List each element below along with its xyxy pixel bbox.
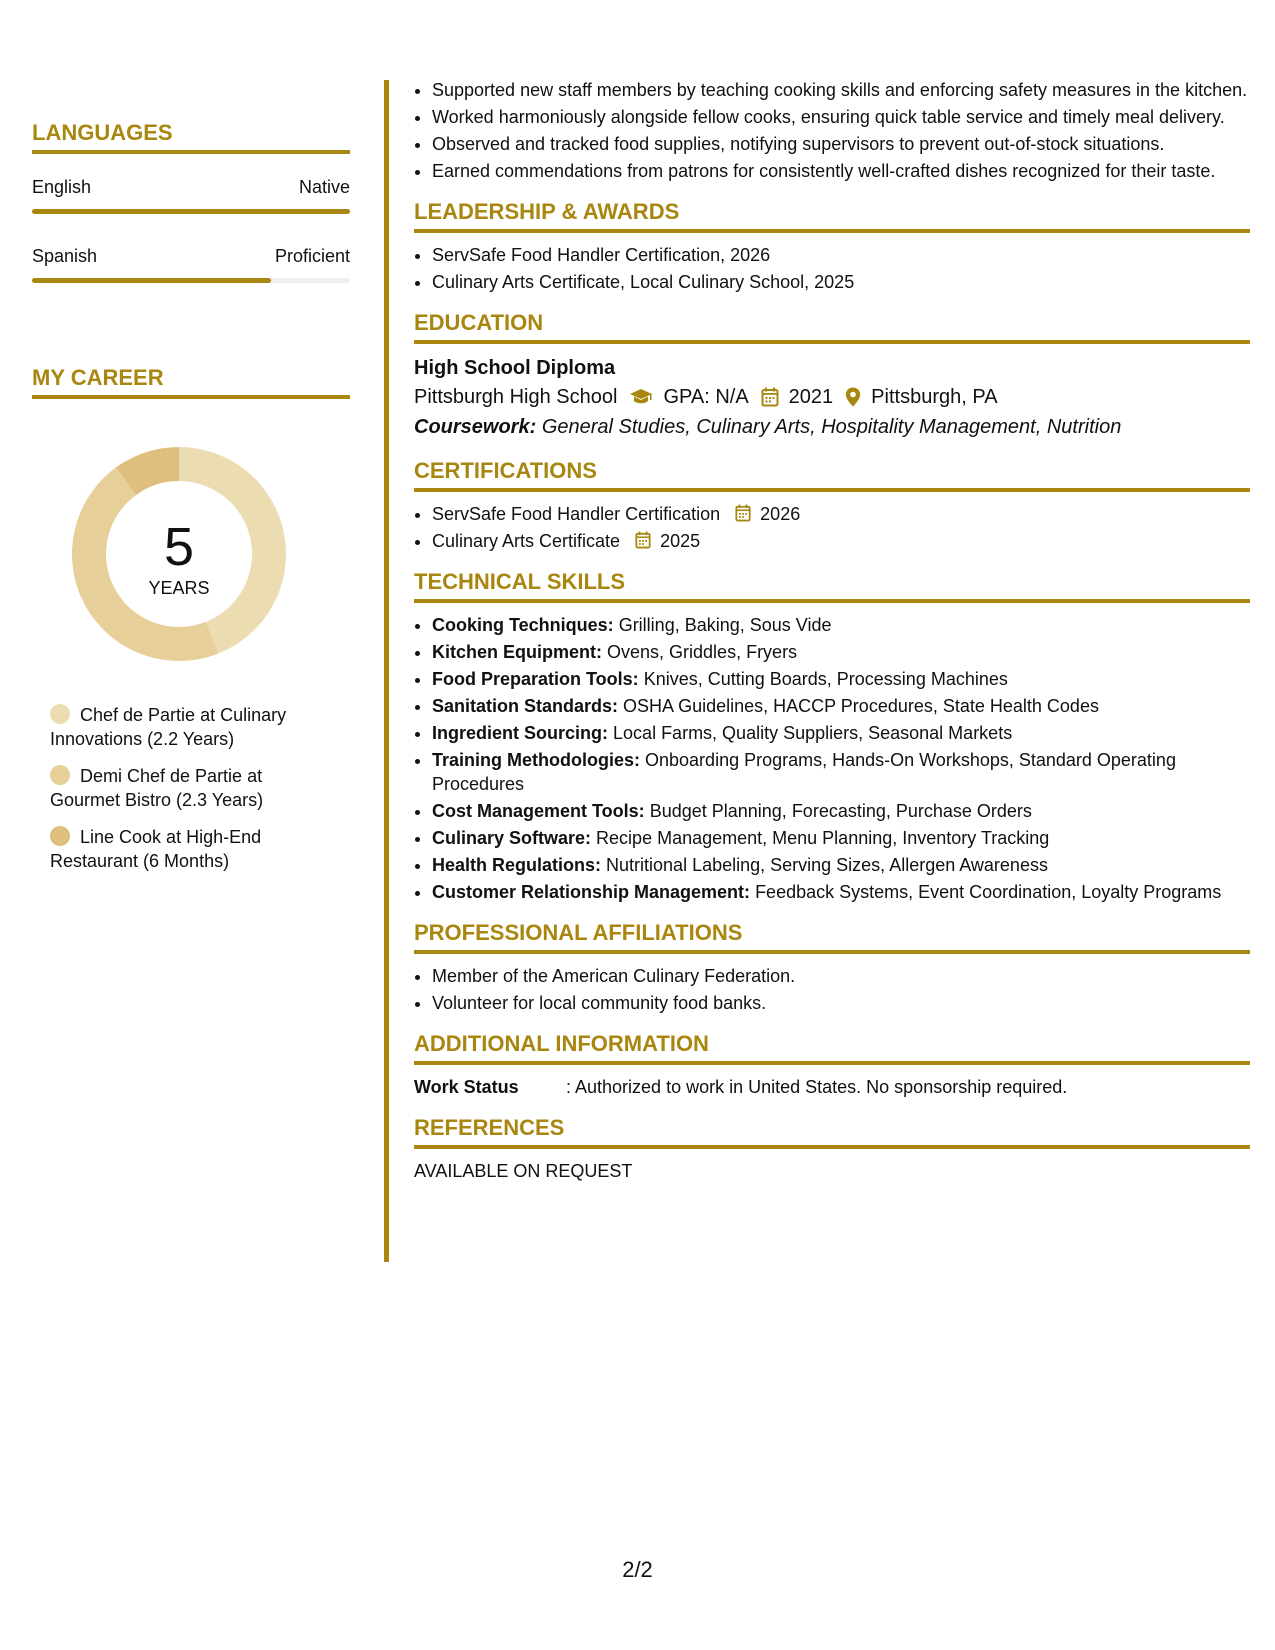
legend-label: Demi Chef de Partie at Gourmet Bistro (2.3 Years) xyxy=(50,766,264,810)
education-meta xyxy=(414,382,1250,412)
skill-label: Cost Management Tools: xyxy=(432,801,645,821)
legend-item xyxy=(50,703,310,751)
calendar-icon xyxy=(635,531,651,549)
skill-value: Nutritional Labeling, Serving Sizes, Allergen Awareness xyxy=(606,855,1048,875)
skill-label: Ingredient Sourcing: xyxy=(432,723,609,743)
skill-item xyxy=(432,640,1250,664)
education-gpa: GPA: N/A xyxy=(663,386,749,408)
education-section xyxy=(414,310,1250,442)
legend-swatch xyxy=(50,765,70,785)
skills-heading: TECHNICAL SKILLS xyxy=(414,569,1250,603)
skill-label: Kitchen Equipment: xyxy=(432,642,602,662)
skill-value: Feedback Systems, Event Coordination, Loyalty Programs xyxy=(755,882,1222,902)
language-name: Spanish xyxy=(32,246,98,266)
skill-value: Knives, Cutting Boards, Processing Machines xyxy=(643,669,1008,689)
references-section xyxy=(414,1115,1250,1183)
skill-item xyxy=(432,853,1250,877)
coursework-value: General Studies, Culinary Arts, Hospitality Management, Nutrition xyxy=(541,416,1122,438)
skill-value: OSHA Guidelines, HACCP Procedures, State Health Codes xyxy=(623,696,1099,716)
language-level-fill xyxy=(32,278,271,283)
certification-item xyxy=(432,529,1250,553)
education-location: Pittsburgh, PA xyxy=(871,386,998,408)
career-legend xyxy=(32,703,350,873)
language-item xyxy=(32,176,350,214)
skill-item xyxy=(432,694,1250,718)
skill-value: Onboarding Programs, Hands-On Workshops, Standard Operating Procedures xyxy=(432,750,1176,794)
education-year: 2021 xyxy=(788,386,834,408)
skill-item xyxy=(432,799,1250,823)
language-level: Proficient xyxy=(274,246,350,266)
additional-info-section xyxy=(414,1031,1250,1099)
language-level-bar xyxy=(32,209,350,214)
coursework-label: Coursework: xyxy=(414,416,537,438)
skill-label: Health Regulations: xyxy=(432,855,602,875)
skill-item xyxy=(432,826,1250,850)
skill-item xyxy=(432,748,1250,796)
skill-label: Customer Relationship Management: xyxy=(432,882,751,902)
work-status-row xyxy=(414,1075,1250,1099)
page-number: 2/2 xyxy=(622,1557,653,1582)
skill-item xyxy=(432,721,1250,745)
certification-year: 2025 xyxy=(660,531,701,551)
legend-item xyxy=(50,825,310,873)
language-level-fill xyxy=(32,209,350,214)
calendar-icon xyxy=(761,387,779,407)
experience-bullet: • Worked harmoniously alongside fellow cooks, ensuring quick table service and timely meal delivery. xyxy=(432,105,1250,129)
affiliation-item: • Member of the American Culinary Federation. xyxy=(432,964,1250,988)
skill-label: Cooking Techniques: xyxy=(432,615,614,635)
experience-bullet: • Observed and tracked food supplies, notifying supervisors to prevent out-of-stock situations. xyxy=(432,132,1250,156)
graduation-cap-icon xyxy=(629,388,653,406)
certification-year: 2026 xyxy=(760,504,801,524)
languages-heading: LANGUAGES xyxy=(32,120,350,154)
column-divider xyxy=(384,80,389,1262)
legend-swatch xyxy=(50,704,70,724)
affiliations-section xyxy=(414,920,1250,1015)
references-heading: REFERENCES xyxy=(414,1115,1250,1149)
legend-item xyxy=(50,764,310,812)
affiliations-heading: PROFESSIONAL AFFILIATIONS xyxy=(414,920,1250,954)
references-text: AVAILABLE ON REQUEST xyxy=(414,1161,633,1181)
certifications-section xyxy=(414,458,1250,553)
additional-info-heading: ADDITIONAL INFORMATION xyxy=(414,1031,1250,1065)
experience-bullet: • Earned commendations from patrons for consistently well-crafted dishes recognized for their taste. xyxy=(432,159,1250,183)
left-column xyxy=(32,0,350,886)
leadership-item: • Culinary Arts Certificate, Local Culinary School, 2025 xyxy=(432,270,1250,294)
skill-value: Ovens, Griddles, Fryers xyxy=(607,642,798,662)
skill-value: Local Farms, Quality Suppliers, Seasonal Markets xyxy=(613,723,1013,743)
career-total-number: 5 xyxy=(163,517,195,577)
skill-label: Culinary Software: xyxy=(432,828,592,848)
education-school: Pittsburgh High School xyxy=(414,386,618,408)
career-total-unit: YEARS xyxy=(148,578,210,598)
experience-list xyxy=(414,78,1250,183)
skill-label: Food Preparation Tools: xyxy=(432,669,639,689)
language-item xyxy=(32,245,350,283)
certification-name: ServSafe Food Handler Certification xyxy=(432,504,721,524)
affiliation-item: • Volunteer for local community food banks. xyxy=(432,991,1250,1015)
skill-label: Training Methodologies: xyxy=(432,750,640,770)
right-column xyxy=(414,78,1250,1183)
skills-section xyxy=(414,569,1250,904)
certification-name: Culinary Arts Certificate xyxy=(432,531,621,551)
skill-item xyxy=(432,667,1250,691)
skill-value: Budget Planning, Forecasting, Purchase Orders xyxy=(649,801,1032,821)
legend-swatch xyxy=(50,826,70,846)
language-name: English xyxy=(32,177,92,197)
career-donut-chart xyxy=(64,439,294,669)
leadership-heading: LEADERSHIP & AWARDS xyxy=(414,199,1250,233)
skill-value: Grilling, Baking, Sous Vide xyxy=(618,615,832,635)
skill-item xyxy=(432,613,1250,637)
experience-bullet: • Supported new staff members by teaching cooking skills and enforcing safety measures in the kitchen. xyxy=(432,78,1250,102)
skill-label: Sanitation Standards: xyxy=(432,696,619,716)
skill-item xyxy=(432,880,1250,904)
skill-value: Recipe Management, Menu Planning, Inventory Tracking xyxy=(596,828,1050,848)
education-coursework xyxy=(414,412,1250,442)
work-status-value: : Authorized to work in United States. No sponsorship required. xyxy=(566,1077,1068,1097)
calendar-icon xyxy=(735,504,751,522)
language-level-bar xyxy=(32,278,350,283)
certifications-heading: CERTIFICATIONS xyxy=(414,458,1250,492)
work-status-label: Work Status xyxy=(414,1077,519,1097)
leadership-item: • ServSafe Food Handler Certification, 2026 xyxy=(432,243,1250,267)
education-degree: High School Diploma xyxy=(414,357,616,379)
career-heading: MY CAREER xyxy=(32,365,350,399)
certification-item xyxy=(432,502,1250,526)
location-pin-icon xyxy=(845,387,861,407)
language-level: Native xyxy=(298,177,350,197)
legend-label: Chef de Partie at Culinary Innovations (2.2 Years) xyxy=(50,705,287,749)
leadership-section xyxy=(414,199,1250,294)
legend-label: Line Cook at High-End Restaurant (6 Months) xyxy=(50,827,262,871)
education-heading: EDUCATION xyxy=(414,310,1250,344)
